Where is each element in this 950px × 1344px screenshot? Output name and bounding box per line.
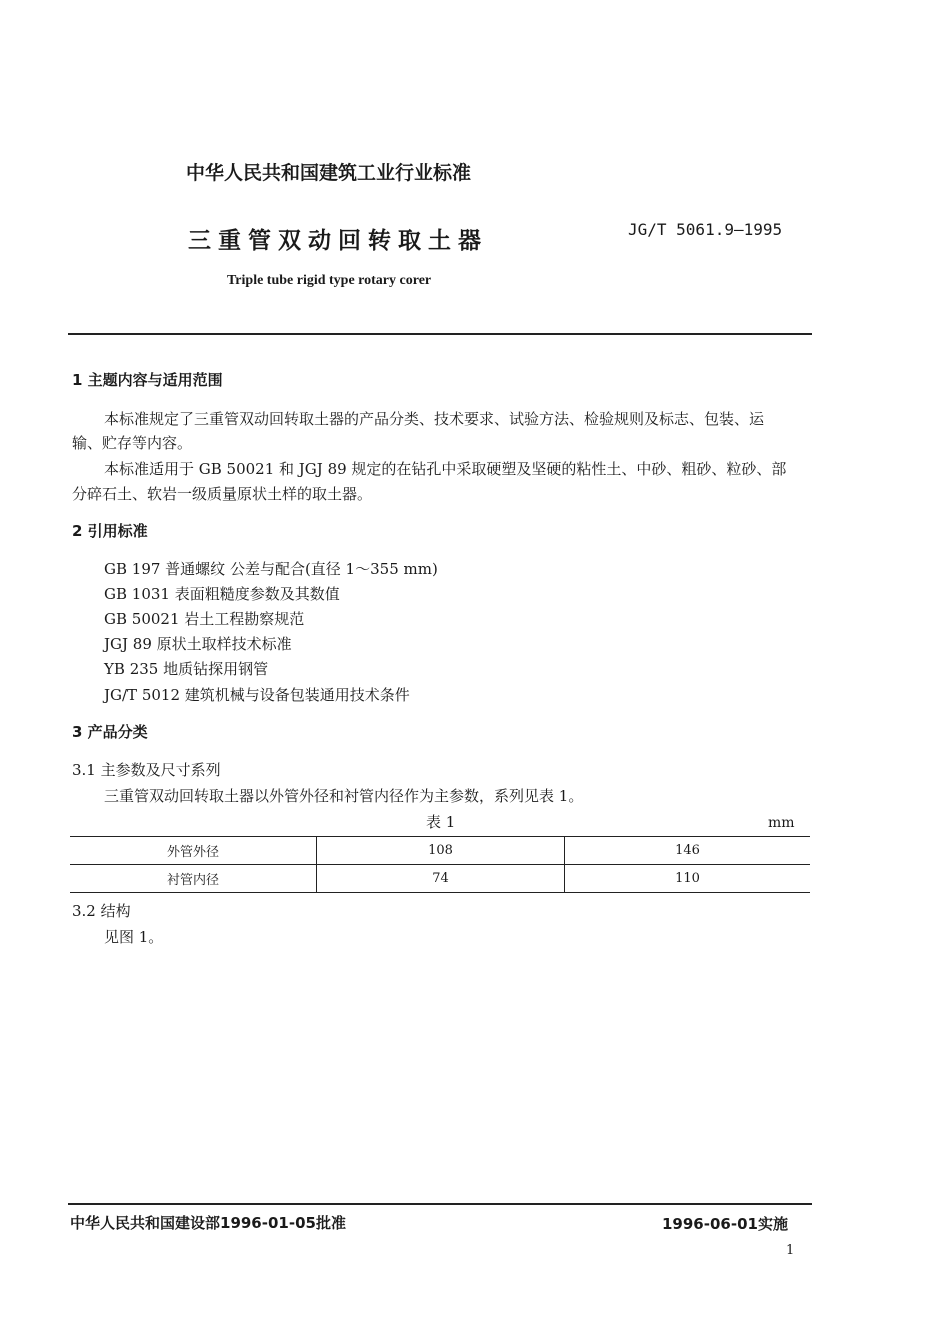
standard-code: JG/T 5061.9—1995	[628, 220, 783, 239]
section-2-heading: 2 引用标准	[72, 522, 148, 540]
table-caption: 表 1	[426, 813, 456, 831]
table-cell: 衬管内径	[70, 865, 317, 893]
effective-date: 1996-06-01实施	[662, 1215, 788, 1233]
table-row	[70, 837, 810, 865]
table-cell: 110	[565, 865, 811, 893]
section-1-heading: 1 主题内容与适用范围	[72, 371, 223, 389]
table-cell: 108	[317, 837, 565, 865]
parameter-table	[70, 836, 810, 893]
section-3-2-text: 见图 1。	[104, 928, 164, 946]
header-divider	[68, 333, 812, 335]
table-row	[70, 865, 810, 893]
table-cell: 外管外径	[70, 837, 317, 865]
table-cell: 146	[565, 837, 811, 865]
section-1-para-2-line-2: 分碎石土、软岩一级质量原状土样的取土器。	[72, 485, 373, 503]
section-3-heading: 3 产品分类	[72, 723, 148, 741]
section-3-2-heading: 3.2 结构	[72, 902, 131, 920]
approval-statement: 中华人民共和国建设部1996-01-05批准	[70, 1214, 346, 1232]
page-number: 1	[786, 1243, 795, 1258]
reference-item: JG/T 5012 建筑机械与设备包装通用技术条件	[104, 686, 410, 704]
footer-divider	[68, 1203, 812, 1205]
section-3-1-text: 三重管双动回转取土器以外管外径和衬管内径作为主参数，系列见表 1。	[104, 787, 584, 805]
reference-item: JGJ 89 原状土取样技术标准	[104, 635, 292, 653]
industry-standard-title: 中华人民共和国建筑工业行业标准	[186, 162, 472, 184]
reference-item: GB 197 普通螺纹 公差与配合(直径 1～355 mm)	[104, 560, 438, 578]
section-1-para-1-line-1: 本标准规定了三重管双动回转取土器的产品分类、技术要求、试验方法、检验规则及标志、包装、运	[104, 410, 765, 428]
section-3-1-heading: 3.1 主参数及尺寸系列	[72, 761, 221, 779]
document-title-en: Triple tube rigid type rotary corer	[227, 273, 432, 288]
document-title-cn: 三重管双动回转取土器	[188, 228, 488, 254]
section-1-para-1-line-2: 输、贮存等内容。	[72, 434, 193, 452]
table-unit: mm	[768, 815, 795, 831]
table-cell: 74	[317, 865, 565, 893]
section-1-para-2-line-1: 本标准适用于 GB 50021 和 JGJ 89 规定的在钻孔中采取硬塑及坚硬的粘性土、中砂、粗砂、粒砂、部	[104, 460, 787, 478]
reference-item: YB 235 地质钻探用钢管	[104, 660, 269, 678]
reference-item: GB 50021 岩土工程勘察规范	[104, 610, 305, 628]
reference-item: GB 1031 表面粗糙度参数及其数值	[104, 585, 340, 603]
